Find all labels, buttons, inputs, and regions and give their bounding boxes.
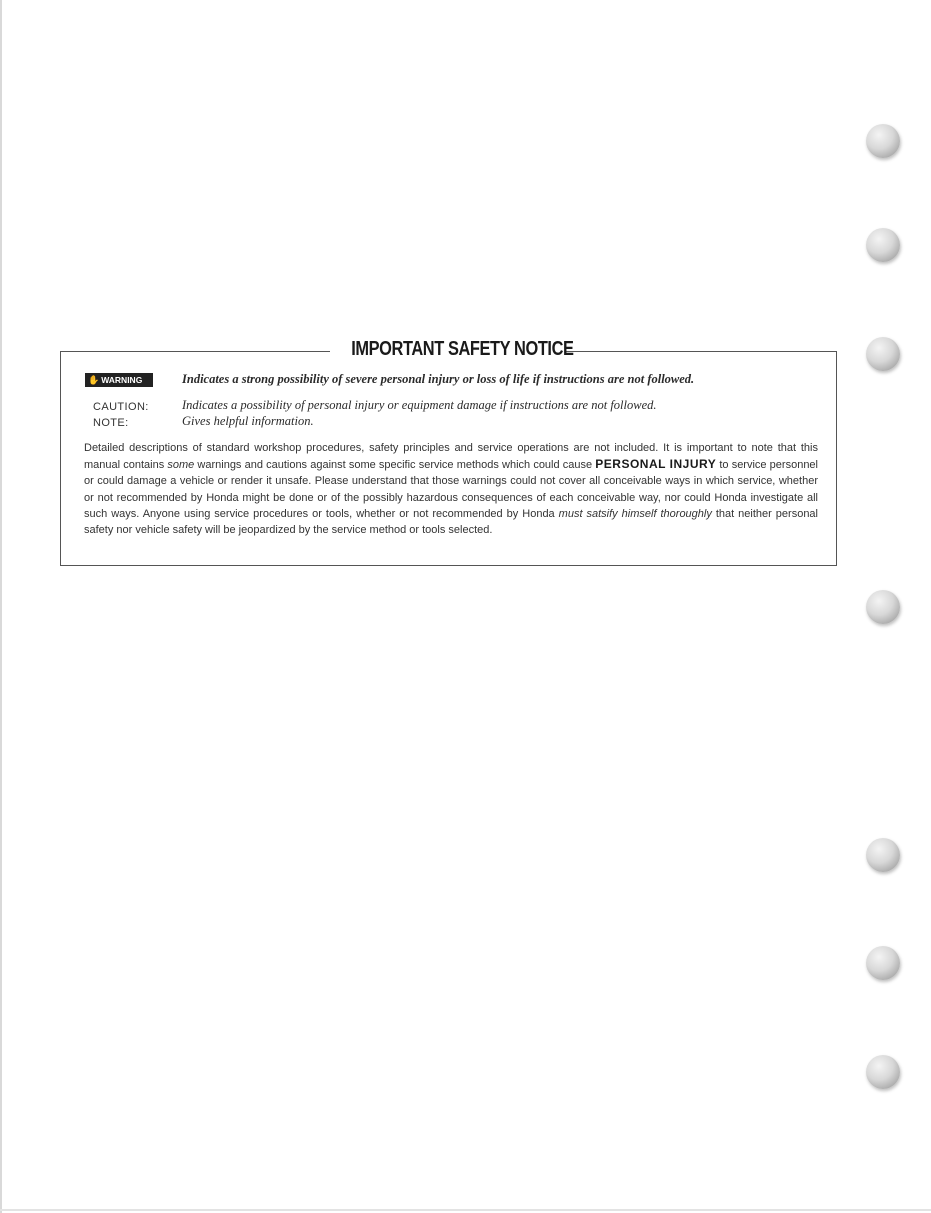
notice-body-paragraph [84,440,818,538]
caution-definition: Indicates a possibility of personal injury or equipment damage if instructions are not followed. [182,398,657,412]
note-label: NOTE: [93,417,129,429]
notice-title: IMPORTANT SAFETY NOTICE [351,338,574,360]
hand-icon: ✋ [88,375,100,385]
warning-badge [85,373,153,387]
punch-hole [866,124,900,158]
body-emphasis: some [167,459,195,472]
warning-definition: Indicates a strong possibility of severe personal injury or loss of life if instructions are not followed. [182,372,695,386]
punch-hole [866,946,900,980]
body-strong: PERSONAL INJURY [595,457,717,472]
body-text-part: that neither personal safety nor vehicle safety will be jeopardized by the service method or tools selected. [84,507,818,537]
caution-label: CAUTION: [93,401,149,413]
notice-border-top-left [60,351,330,352]
punch-hole [866,590,900,624]
punch-hole [866,337,900,371]
notice-border-top-right [566,351,837,352]
warning-badge-label: WARNING [101,375,143,385]
punch-hole [866,838,900,872]
note-definition: Gives helpful information. [182,414,314,428]
body-text-part: to service personnel or could damage a vehicle or render it unsafe. Please understand that those warnings could not cover all conceivable ways in which service, whether or not recommended by Honda might be done or of the possibly hazardous consequences of each conceivable way, nor could Honda investigate all such ways. Anyone using service procedures or tools, whether or not recommended by Honda [84,459,818,520]
page-edge [0,0,2,1213]
body-text-part: warnings and cautions against some specific service methods which could cause [194,459,596,472]
page-edge-bottom [0,1209,931,1211]
body-text-part: Detailed descriptions of standard workshop procedures, safety principles and service operations are not included. It is important to note that this manual contains [84,442,818,472]
punch-hole [866,1055,900,1089]
punch-hole [866,228,900,262]
body-emphasis: must satsify himself thoroughly [558,507,712,520]
